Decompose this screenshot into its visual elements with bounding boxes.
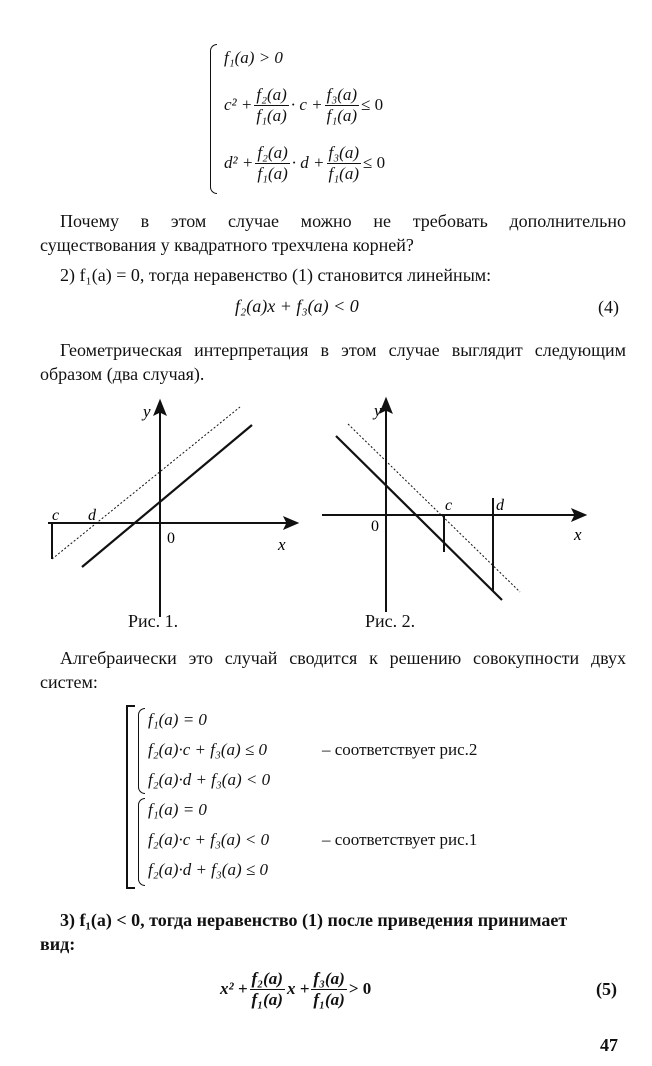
system-a-line-3: f₂(a)·d + f₃(a) < 0 bbox=[148, 770, 271, 789]
equation-5-number: (5) bbox=[596, 979, 617, 999]
fig2-line-main bbox=[336, 436, 502, 600]
system-a-line-2: f₂(a)·c + f₃(a) ≤ 0 bbox=[148, 740, 268, 759]
systems-collection bbox=[126, 705, 546, 890]
fig2-d-label: d bbox=[496, 497, 504, 514]
equation-4-number: (4) bbox=[598, 297, 619, 317]
system-b-line-3: f₂(a)·d + f₃(a) ≤ 0 bbox=[148, 860, 268, 879]
paragraph-geometric: Геометрическая интерпретация в этом случае выглядит следующим образом (два случая). bbox=[40, 340, 626, 384]
collection-bracket bbox=[126, 705, 135, 889]
system-b bbox=[148, 795, 269, 885]
case-2-text: 2) f₁(a) = 0, тогда неравенство (1) становится линейным: bbox=[60, 265, 492, 285]
figure-1-caption: Рис. 1. bbox=[128, 611, 179, 631]
page-number: 47 bbox=[600, 1035, 618, 1055]
system-1 bbox=[210, 40, 450, 195]
fig1-c-label: c bbox=[52, 507, 60, 524]
case-3-text-cont: вид: bbox=[40, 934, 76, 954]
fig1-line-dotted bbox=[52, 407, 240, 559]
fig2-origin-label: 0 bbox=[371, 518, 379, 535]
system-1-brace bbox=[210, 44, 217, 194]
system-a-brace bbox=[138, 708, 145, 794]
system-1-line-3: d² + $\frac{\text{f₂(a)}}{\text{f₁(a)}}$ · d + $\frac{\text{f₃(a)}}{\text{f₁(a)}}$ ≤ 0 bbox=[224, 142, 386, 183]
system-b-line-1: f₁(a) = 0 bbox=[148, 800, 207, 819]
equation-4: f₂(a)x + f₃(a) < 0 bbox=[235, 296, 359, 316]
case-3-text: 3) f₁(a) < 0, тогда неравенство (1) после приведения принимает bbox=[60, 910, 568, 930]
system-a bbox=[148, 705, 270, 795]
figure-2-caption: Рис. 2. bbox=[365, 611, 416, 631]
system-1-line-2: c² + $\frac{\text{f₂(a)}}{\text{f₁(a)}}$ · c + $\frac{\text{f₃(a)}}{\text{f₁(a)}}$ ≤ 0 bbox=[224, 84, 384, 125]
paragraph-question: Почему в этом случае можно не требовать дополнительно существования у квадратного трехчлена корней? bbox=[40, 211, 626, 255]
equation-5: x² + $\frac{\text{f₂(a)}}{\text{f₁(a)}}$ x + $\frac{\text{f₃(a)}}{\text{f₁(a)}}$ > 0 bbox=[220, 968, 372, 1009]
system-b-brace bbox=[138, 798, 145, 886]
system-b-note: – соответствует рис.1 bbox=[322, 830, 478, 849]
fig2-line-dotted bbox=[348, 424, 520, 592]
system-b-line-2: f₂(a)·c + f₃(a) < 0 bbox=[148, 830, 270, 849]
system-1-line-1: f₁(a) > 0 bbox=[224, 48, 283, 67]
paragraph-algebraic: Алгебраически это случай сводится к решению совокупности двух систем: bbox=[40, 648, 626, 692]
system-a-line-1: f₁(a) = 0 bbox=[148, 710, 207, 729]
figure-2 bbox=[318, 392, 598, 622]
figure-1 bbox=[40, 395, 310, 625]
fig1-origin-label: 0 bbox=[167, 530, 175, 547]
fig1-x-label: x bbox=[278, 535, 286, 554]
system-a-note: – соответствует рис.2 bbox=[322, 740, 478, 759]
fig2-x-label: x bbox=[574, 525, 582, 544]
fig1-d-label: d bbox=[88, 507, 96, 524]
fig2-y-label: y bbox=[374, 401, 382, 420]
fig1-y-label: y bbox=[143, 402, 151, 421]
fig2-c-label: c bbox=[445, 497, 453, 514]
